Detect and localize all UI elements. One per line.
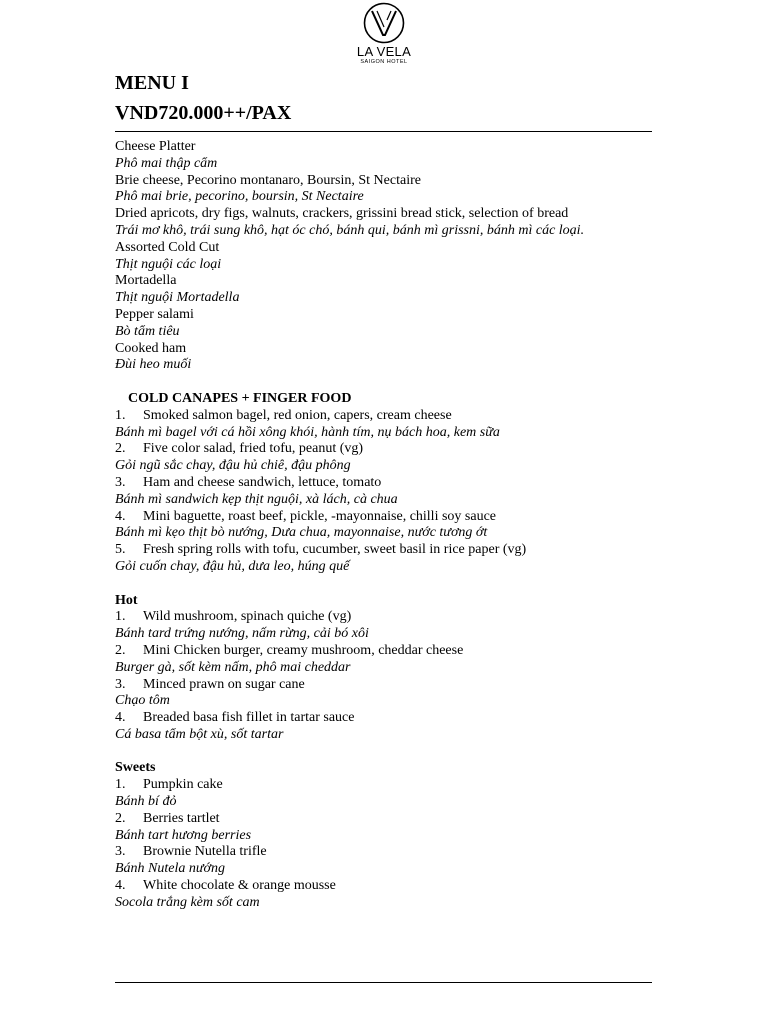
list-item — [115, 139, 675, 173]
menu-title: MENU I — [115, 72, 189, 94]
item-name-vi: Bánh mì bagel với cá hồi xông khói, hành tím, nụ bách hoa, kem sữa — [115, 424, 500, 440]
item-name-vi: Bánh bí đỏ — [115, 794, 177, 810]
item-name-en: Mini Chicken burger, creamy mushroom, cheddar cheese — [143, 642, 464, 658]
spacer — [115, 576, 675, 593]
item-name-en: Five color salad, fried tofu, peanut (vg) — [143, 441, 364, 457]
item-number: 3. — [115, 844, 126, 860]
item-name-en: Mini baguette, roast beef, pickle, -mayonnaise, chilli soy sauce — [143, 508, 497, 524]
list-item — [115, 643, 675, 677]
list-item — [115, 509, 675, 543]
list-item — [115, 441, 675, 475]
section-title: COLD CANAPES + FINGER FOOD — [128, 390, 352, 406]
spacer — [115, 374, 675, 391]
item-name-vi: Bánh mì sandwich kẹp thịt nguội, xà lách, cà chua — [115, 491, 398, 507]
brand-name: LA VELA — [356, 44, 412, 59]
section-cold-canapes — [115, 391, 675, 576]
item-name-en: Cheese Platter — [115, 139, 196, 154]
item-name-vi: Gỏi cuốn chay, đậu hủ, dưa leo, húng quế — [115, 558, 350, 574]
item-number: 3. — [115, 676, 126, 692]
top-divider — [115, 131, 652, 132]
item-name-en: Smoked salmon bagel, red onion, capers, cream cheese — [143, 407, 452, 423]
item-name-en: Fresh spring rolls with tofu, cucumber, sweet basil in rice paper (vg) — [143, 542, 527, 558]
item-name-en: Pumpkin cake — [143, 777, 223, 793]
item-name-vi: Burger gà, sốt kèm nấm, phô mai cheddar — [115, 659, 351, 675]
item-name-vi: Trái mơ khô, trái sung khô, hạt óc chó, bánh qui, bánh mì grissni, bánh mì các loại. — [115, 222, 585, 238]
item-number: 2. — [115, 810, 126, 826]
item-number: 3. — [115, 474, 126, 490]
section-hot — [115, 593, 675, 744]
item-name-en: Ham and cheese sandwich, lettuce, tomato — [143, 474, 382, 490]
section-title: Hot — [115, 592, 138, 608]
item-name-vi: Bánh Nutela nướng — [115, 861, 225, 877]
intro-section — [115, 139, 675, 374]
list-item — [115, 475, 675, 509]
item-number: 2. — [115, 642, 126, 658]
list-item — [115, 811, 675, 845]
spacer — [115, 744, 675, 761]
item-name-en: Wild mushroom, spinach quiche (vg) — [143, 609, 352, 625]
list-item — [115, 609, 675, 643]
list-item — [115, 777, 675, 811]
item-name-vi: Bánh mì kẹo thịt bò nướng, Dưa chua, mayonnaise, nước tương ớt — [115, 525, 488, 541]
item-number: 2. — [115, 441, 126, 457]
item-name-en: Dried apricots, dry figs, walnuts, crackers, grissini bread stick, selection of bread — [115, 206, 569, 222]
item-number: 1. — [115, 609, 126, 625]
section-title: Sweets — [115, 760, 156, 776]
item-name-en: Brie cheese, Pecorino montanaro, Boursin, St Nectaire — [115, 172, 421, 188]
item-name-en: Cooked ham — [115, 340, 187, 356]
item-number: 4. — [115, 710, 126, 726]
menu-content — [115, 139, 675, 912]
item-name-en: Brownie Nutella trifle — [143, 844, 267, 860]
item-number: 4. — [115, 508, 126, 524]
item-name-en: Assorted Cold Cut — [115, 239, 220, 255]
list-item — [115, 844, 675, 878]
list-item — [115, 273, 675, 307]
item-number: 1. — [115, 407, 126, 423]
section-sweets — [115, 760, 675, 911]
list-item — [115, 307, 675, 341]
menu-price: VND720.000++/PAX — [115, 102, 292, 124]
list-item — [115, 173, 675, 207]
item-name-vi: Phô mai thập cẩm — [115, 155, 218, 171]
item-number: 1. — [115, 777, 126, 793]
list-item — [115, 542, 675, 576]
item-name-vi: Cá basa tẩm bột xù, sốt tartar — [115, 726, 284, 742]
list-item — [115, 878, 675, 912]
item-name-vi: Đùi heo muối — [115, 357, 192, 373]
la-vela-emblem-icon — [360, 2, 408, 46]
item-name-vi: Thịt nguội Mortadella — [115, 290, 240, 306]
list-item — [115, 677, 675, 711]
item-name-en: Mortadella — [115, 273, 177, 289]
item-name-en: Berries tartlet — [143, 810, 220, 826]
brand-tagline: SAIGON HOTEL — [360, 59, 408, 65]
list-item — [115, 240, 675, 274]
item-number: 4. — [115, 878, 126, 894]
list-item — [115, 710, 675, 744]
item-name-vi: Socola trắng kèm sốt cam — [115, 894, 260, 910]
bottom-divider — [115, 982, 652, 983]
item-name-vi: Phô mai brie, pecorino, boursin, St Nectaire — [115, 189, 364, 205]
item-name-vi: Thịt nguội các loại — [115, 256, 222, 272]
list-item — [115, 408, 675, 442]
item-name-en: Pepper salami — [115, 306, 194, 322]
hotel-logo — [354, 2, 414, 65]
item-name-en: Breaded basa fish fillet in tartar sauce — [143, 710, 355, 726]
item-name-en: Minced prawn on sugar cane — [143, 676, 305, 692]
list-item — [115, 341, 675, 375]
item-number: 5. — [115, 542, 126, 558]
item-name-vi: Bánh tart hương berries — [115, 827, 252, 843]
item-name-vi: Bánh tard trứng nướng, nấm rừng, cải bó xôi — [115, 626, 369, 642]
item-name-vi: Chạo tôm — [115, 693, 170, 709]
list-item — [115, 206, 675, 240]
item-name-en: White chocolate & orange mousse — [143, 878, 336, 894]
item-name-vi: Bò tẩm tiêu — [115, 323, 180, 339]
item-name-vi: Gỏi ngũ sắc chay, đậu hủ chiê, đậu phông — [115, 458, 351, 474]
